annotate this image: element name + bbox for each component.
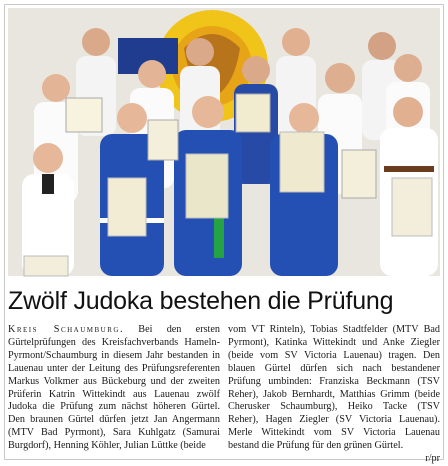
group-photo-judoka: [8, 8, 440, 276]
col1-text: Bei den ersten Gürtelprüfungen des Kreisfachverbands Hameln-Pyrmont/Schaumburg in diesem Jahr bestanden in Lauenau unter der Leitung des Prüfungsreferenten Markus Volkmer aus Bückeburg und der zweiten Prüferin Katrin Wittekindt aus Lauenau zwölf Judoka die Prüfung zum nächst höheren Gürtel. Den braunen Gürtel dürfen jetzt Jan Angermann (MTV Bad Pyrmont), Sara Kuhlgatz (Samurai Burgdorf), Henning Köhler, Julian Lüttke (beide: [8, 324, 220, 452]
article-column-1: [8, 324, 220, 454]
article-column-2: [228, 324, 440, 465]
article-byline: r/pr: [425, 453, 440, 465]
paragraph-col1: [8, 324, 220, 453]
paragraph-col2: [228, 324, 440, 453]
article-headline: Zwölf Judoka bestehen die Prüfung: [8, 287, 394, 315]
col2-text: vom VT Rinteln), Tobias Stadtfelder (MTV Bad Pyrmont), Katinka Wittekindt und Anke Ziegler (beide vom SV Victoria Lauenau) tragen. Den blauen Gürtel dürfen sich nach bestandener Prüfung umbinden: Franziska Beckmann (TSV Reher), Jakob Bernhardt, Matthias Grimm (beide Cherusker Schaumburg), Heiko Tacke (TSV Reher), Hagen Ziegler (SV Victoria Lauenau). Merle Wittekindt vom SV Victoria Lauenau bestand die Prüfung für den grünen Gürtel.: [228, 324, 440, 452]
article-dateline: Kreis Schaumburg.: [8, 324, 125, 335]
article-body: [8, 324, 440, 465]
group-photo-illustration: [8, 8, 440, 276]
